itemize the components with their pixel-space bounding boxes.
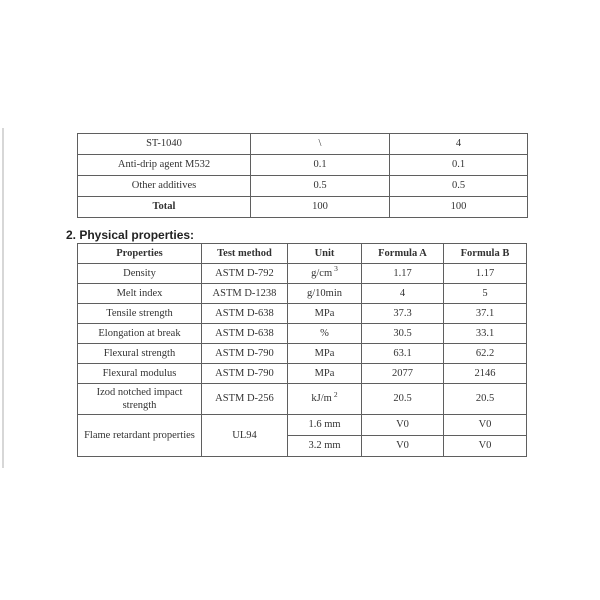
test-method: ASTM D-790 (202, 364, 288, 384)
unit-superscript: 2 (333, 389, 338, 399)
formula-b-value: V0 (444, 436, 527, 457)
table-row-flame-retardant (78, 415, 527, 436)
table-header-row (78, 244, 527, 264)
composition-table (77, 133, 528, 218)
test-method: ASTM D-256 (202, 384, 288, 415)
table-row (78, 364, 527, 384)
formula-a-value: 63.1 (362, 344, 444, 364)
test-method: ASTM D-790 (202, 344, 288, 364)
formula-b-value: 1.17 (444, 264, 527, 284)
property-name: Flame retardant properties (78, 415, 202, 457)
formula-a-value: 1.17 (362, 264, 444, 284)
test-method: ASTM D-792 (202, 264, 288, 284)
formula-a-value: 37.3 (362, 304, 444, 324)
formula-a-value: 0.1 (251, 155, 390, 176)
col-header-formula-b: Formula B (444, 244, 527, 264)
property-name: Density (78, 264, 202, 284)
unit-cell: g/10min (288, 284, 362, 304)
formula-b-value: 0.1 (390, 155, 528, 176)
table-row (78, 264, 527, 284)
property-name: Flexural strength (78, 344, 202, 364)
thickness-value: 1.6 mm (288, 415, 362, 436)
component-label: ST-1040 (78, 134, 251, 155)
section-heading-physical-properties: 2. Physical properties: (66, 228, 195, 242)
table-row (78, 304, 527, 324)
property-name: Melt index (78, 284, 202, 304)
test-method: ASTM D-638 (202, 304, 288, 324)
formula-b-value: 33.1 (444, 324, 527, 344)
property-name: Izod notched impact strength (78, 384, 202, 415)
property-name: Elongation at break (78, 324, 202, 344)
col-header-properties: Properties (78, 244, 202, 264)
formula-b-value: 0.5 (390, 176, 528, 197)
formula-a-value: 100 (251, 197, 390, 218)
formula-b-value: V0 (444, 415, 527, 436)
formula-b-value: 37.1 (444, 304, 527, 324)
table-row (78, 176, 528, 197)
formula-b-value: 20.5 (444, 384, 527, 415)
formula-a-value: V0 (362, 415, 444, 436)
formula-a-value: 0.5 (251, 176, 390, 197)
formula-a-value: \ (251, 134, 390, 155)
unit-superscript: 3 (334, 264, 338, 274)
component-label: Other additives (78, 176, 251, 197)
thickness-value: 3.2 mm (288, 436, 362, 457)
unit-cell: MPa (288, 304, 362, 324)
unit-cell: g/cm $^3$ (288, 264, 362, 284)
unit-cell: MPa (288, 364, 362, 384)
unit-cell: MPa (288, 344, 362, 364)
col-header-unit: Unit (288, 244, 362, 264)
table-row (78, 324, 527, 344)
formula-b-value: 100 (390, 197, 528, 218)
table-row (78, 344, 527, 364)
formula-a-value: 4 (362, 284, 444, 304)
formula-b-value: 5 (444, 284, 527, 304)
table-row-total (78, 197, 528, 218)
unit-cell: % (288, 324, 362, 344)
table-row (78, 134, 528, 155)
formula-a-value: 20.5 (362, 384, 444, 415)
test-method: ASTM D-638 (202, 324, 288, 344)
table-row (78, 384, 527, 415)
formula-b-value: 2146 (444, 364, 527, 384)
scan-edge-artifact (2, 128, 4, 468)
table-row (78, 155, 528, 176)
formula-a-value: 30.5 (362, 324, 444, 344)
formula-a-value: 2077 (362, 364, 444, 384)
table-row (78, 284, 527, 304)
physical-properties-table (77, 243, 527, 457)
property-name: Tensile strength (78, 304, 202, 324)
property-name: Flexural modulus (78, 364, 202, 384)
test-method: ASTM D-1238 (202, 284, 288, 304)
col-header-test-method: Test method (202, 244, 288, 264)
total-label: Total (78, 197, 251, 218)
formula-b-value: 62.2 (444, 344, 527, 364)
col-header-formula-a: Formula A (362, 244, 444, 264)
formula-b-value: 4 (390, 134, 528, 155)
component-label: Anti-drip agent M532 (78, 155, 251, 176)
formula-a-value: V0 (362, 436, 444, 457)
unit-cell: kJ/m $^2$ (288, 384, 362, 415)
test-method: UL94 (202, 415, 288, 457)
